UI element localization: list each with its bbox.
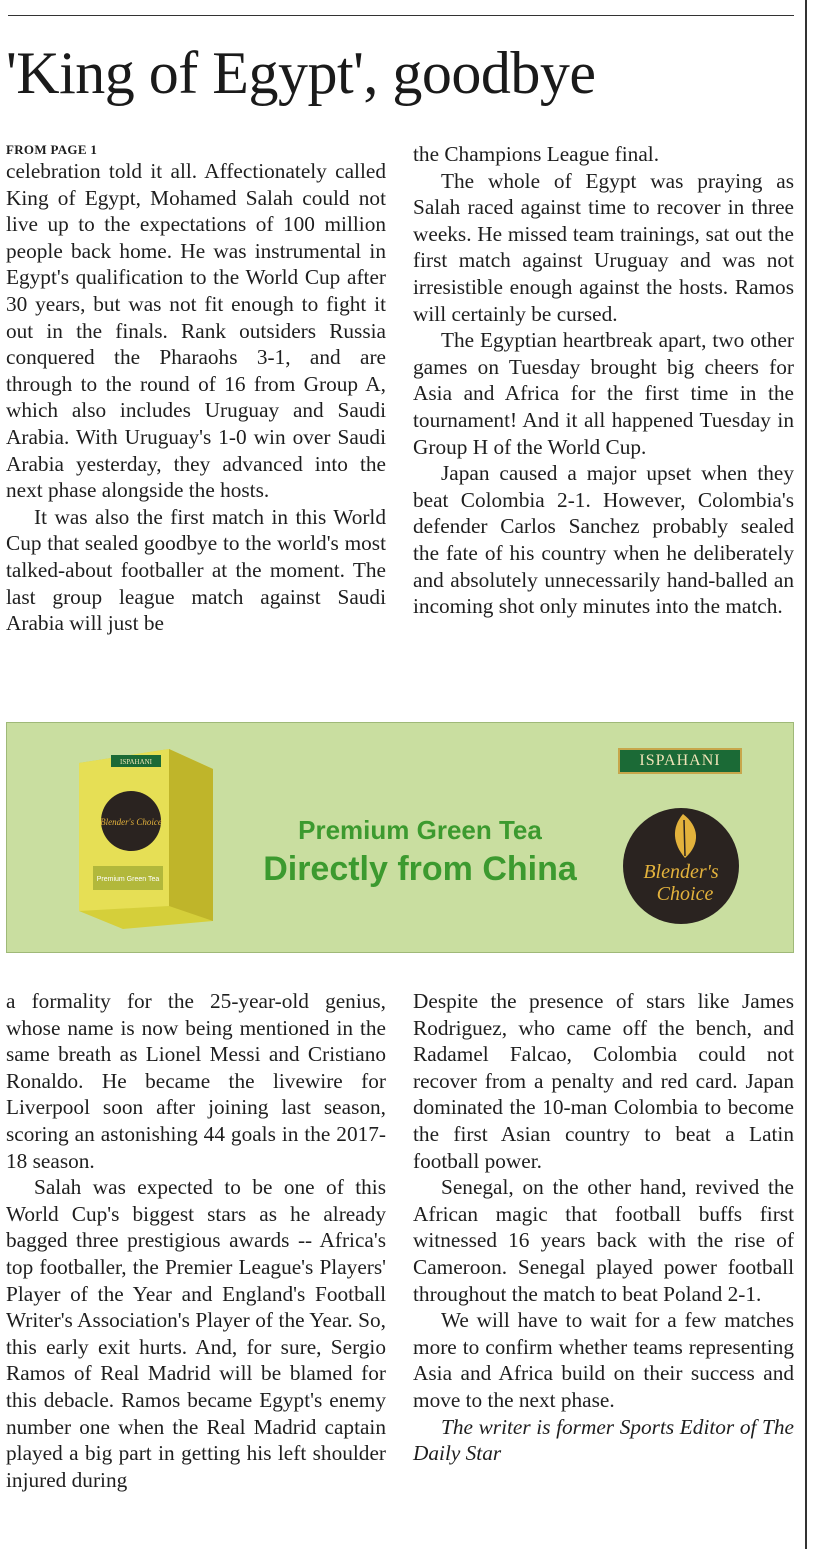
paragraph: It was also the first match in this World Cup that sealed goodbye to the world's most talked-about footballer at the moment. The last group league match against Saudi Arabia will just be bbox=[6, 504, 386, 636]
column-upper-left bbox=[6, 142, 386, 637]
paragraph: Senegal, on the other hand, revived the African magic that football buffs first witnessed 16 years back with the rise of Cameroon. Senegal played power football throughout the match to beat Poland 2-1. bbox=[413, 1175, 794, 1306]
paragraph: Despite the presence of stars like James Rodriguez, who came off the bench, and Radamel Falcao, Colombia could not recover from a penalty and red card. Japan dominated the 10-man Colombia to become the first Asian country to beat a Latin football power. bbox=[413, 989, 794, 1173]
ad-tagline: Premium Green Tea bbox=[298, 815, 542, 845]
column-lower-left bbox=[6, 988, 386, 1493]
column-rule bbox=[805, 0, 807, 1549]
tea-box-brand: ISPAHANI bbox=[119, 758, 153, 766]
ad-headline: Directly from China bbox=[263, 850, 577, 888]
advertisement-banner[interactable] bbox=[6, 722, 794, 953]
paragraph: Salah was expected to be one of this World Cup's biggest stars as he already bagged three prestigious awards -- Africa's top footballer, the Premier League's Players' Player of the Year and England's Football Writer's Association's Player of the Year. So, this early exit hurts. And, for sure, Sergio Ramos of Real Madrid will be blamed for this debacle. Ramos became Egypt's enemy number one when the Real Madrid captain played a big part in getting his left shoulder injured during bbox=[6, 1175, 386, 1492]
paragraph: the Champions League final. bbox=[413, 142, 660, 166]
logo-text-line2: Choice bbox=[656, 883, 714, 905]
tea-box-logo: Blender's Choice bbox=[100, 817, 162, 827]
paragraph: Japan caused a major upset when they beat Colombia 2-1. However, Colombia's defender Carlos Sanchez probably sealed the fate of his country when he deliberately and absolutely unnecessarily hand-balled an incoming shot only minutes into the match. bbox=[413, 461, 794, 619]
paragraph: We will have to wait for a few matches more to confirm whether teams representing Asia and Africa build on their success and move to the next phase. bbox=[413, 1308, 794, 1412]
column-upper-right bbox=[413, 141, 794, 620]
paragraph: celebration told it all. Affectionately called King of Egypt, Mohamed Salah could not live up to the expectations of 100 million people back home. He was instrumental in Egypt's qualification to the World Cup after 30 years, but was not fit enough to fight it out in the finals. Rank outsiders Russia conquered the Pharaohs 3-1, and are through to the round of 16 from Group A, which also includes Uruguay and Saudi Arabia. With Uruguay's 1-0 win over Saudi Arabia yesterday, they advanced into the next phase alongside the hosts. bbox=[6, 159, 386, 503]
top-rule bbox=[8, 15, 794, 16]
author-credit: The writer is former Sports Editor of The Daily Star bbox=[413, 1414, 794, 1466]
kicker: FROM PAGE 1 bbox=[6, 142, 98, 157]
headline: 'King of Egypt', goodbye bbox=[6, 40, 596, 106]
column-lower-right bbox=[413, 988, 794, 1467]
paragraph: The whole of Egypt was praying as Salah raced against time to recover in three weeks. He missed team trainings, sat out the first match against Uruguay and was not irresistible enough against the hosts. Ramos will certainly be cursed. bbox=[413, 168, 794, 326]
tea-box-image bbox=[71, 741, 219, 931]
paragraph: a formality for the 25-year-old genius, whose name is now being mentioned in the same breath as Lionel Messi and Cristiano Ronaldo. He became the livewire for Liverpool soon after joining last season, scoring an astonishing 44 goals in the 2017-18 season. bbox=[6, 989, 386, 1173]
tea-box-label: Premium Green Tea bbox=[96, 876, 160, 883]
paragraph: The Egyptian heartbreak apart, two other games on Tuesday brought big cheers for Asia and Africa for the first time in the tournament! And it all happened Tuesday in Group H of the World Cup. bbox=[413, 328, 794, 459]
blenders-choice-logo bbox=[621, 798, 751, 928]
logo-text-line1: Blender's bbox=[643, 861, 719, 883]
brand-logo: ISPAHANI bbox=[618, 748, 742, 774]
